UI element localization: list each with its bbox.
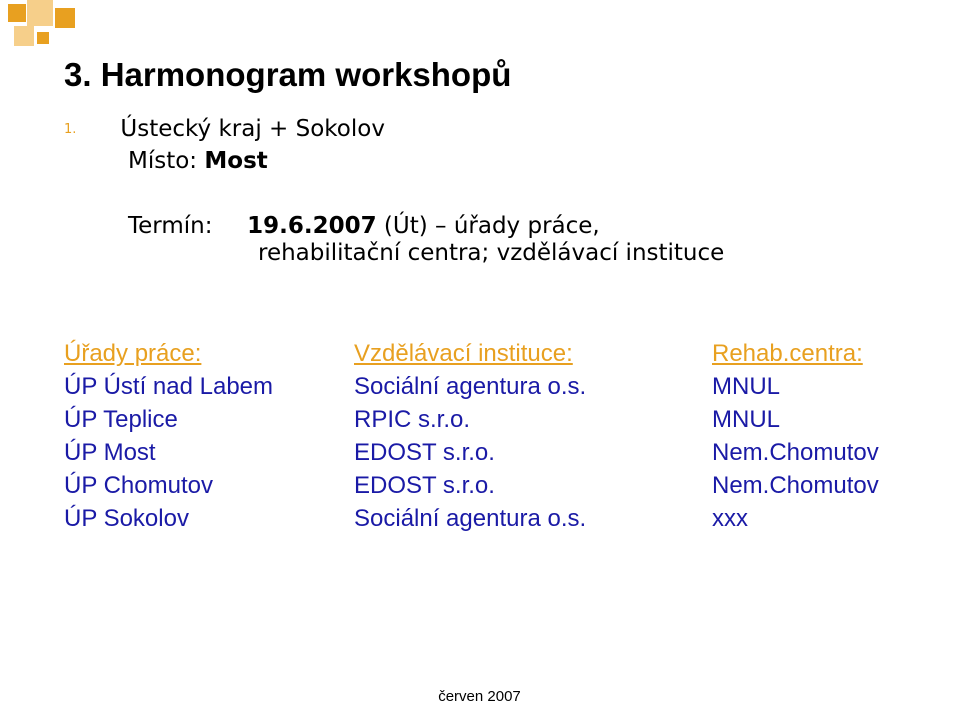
item-line-term: [128, 213, 600, 239]
list-item: ÚP Chomutov: [64, 472, 213, 499]
list-item: MNUL: [712, 406, 781, 433]
list-item: Sociální agentura o.s.: [354, 373, 587, 400]
footer-date: červen 2007: [438, 688, 521, 705]
deco-square: [37, 32, 49, 44]
term-date: 19.6.2007: [247, 213, 377, 239]
deco-square: [14, 26, 34, 46]
column-header: Úřady práce:: [64, 340, 202, 367]
list-item: EDOST s.r.o.: [354, 472, 495, 499]
deco-square: [27, 0, 53, 26]
list-item: ÚP Most: [64, 439, 156, 466]
place-label: Místo:: [128, 148, 198, 174]
list-item: Sociální agentura o.s.: [354, 505, 587, 532]
deco-square: [55, 8, 75, 28]
term-label: Termín:: [128, 213, 213, 239]
term-rest: (Út) – úřady práce,: [376, 213, 600, 239]
column-header: Vzdělávací instituce:: [354, 340, 573, 367]
deco-square: [8, 4, 26, 22]
term-line2: rehabilitační centra; vzdělávací instituce: [258, 240, 725, 266]
column-institutions: [354, 337, 586, 535]
item-line-place: [128, 148, 268, 174]
list-item: MNUL: [712, 373, 781, 400]
column-offices: [64, 337, 273, 535]
list-item: ÚP Sokolov: [64, 505, 189, 532]
list-item: Nem.Chomutov: [712, 439, 879, 466]
list-item: EDOST s.r.o.: [354, 439, 495, 466]
list-item: RPIC s.r.o.: [354, 406, 471, 433]
slide-title: 3. Harmonogram workshopů: [64, 56, 512, 93]
list-item: Nem.Chomutov: [712, 472, 879, 499]
item-number: 1.: [64, 122, 77, 137]
list-item: ÚP Ústí nad Labem: [64, 373, 274, 400]
list-item: xxx: [712, 505, 748, 532]
item-line-region: [64, 116, 385, 142]
column-header: Rehab.centra:: [712, 340, 863, 367]
item-region: Ústecký kraj + Sokolov: [120, 116, 385, 142]
place-value: Most: [204, 148, 268, 174]
column-rehab: [712, 337, 879, 535]
list-item: ÚP Teplice: [64, 406, 178, 433]
